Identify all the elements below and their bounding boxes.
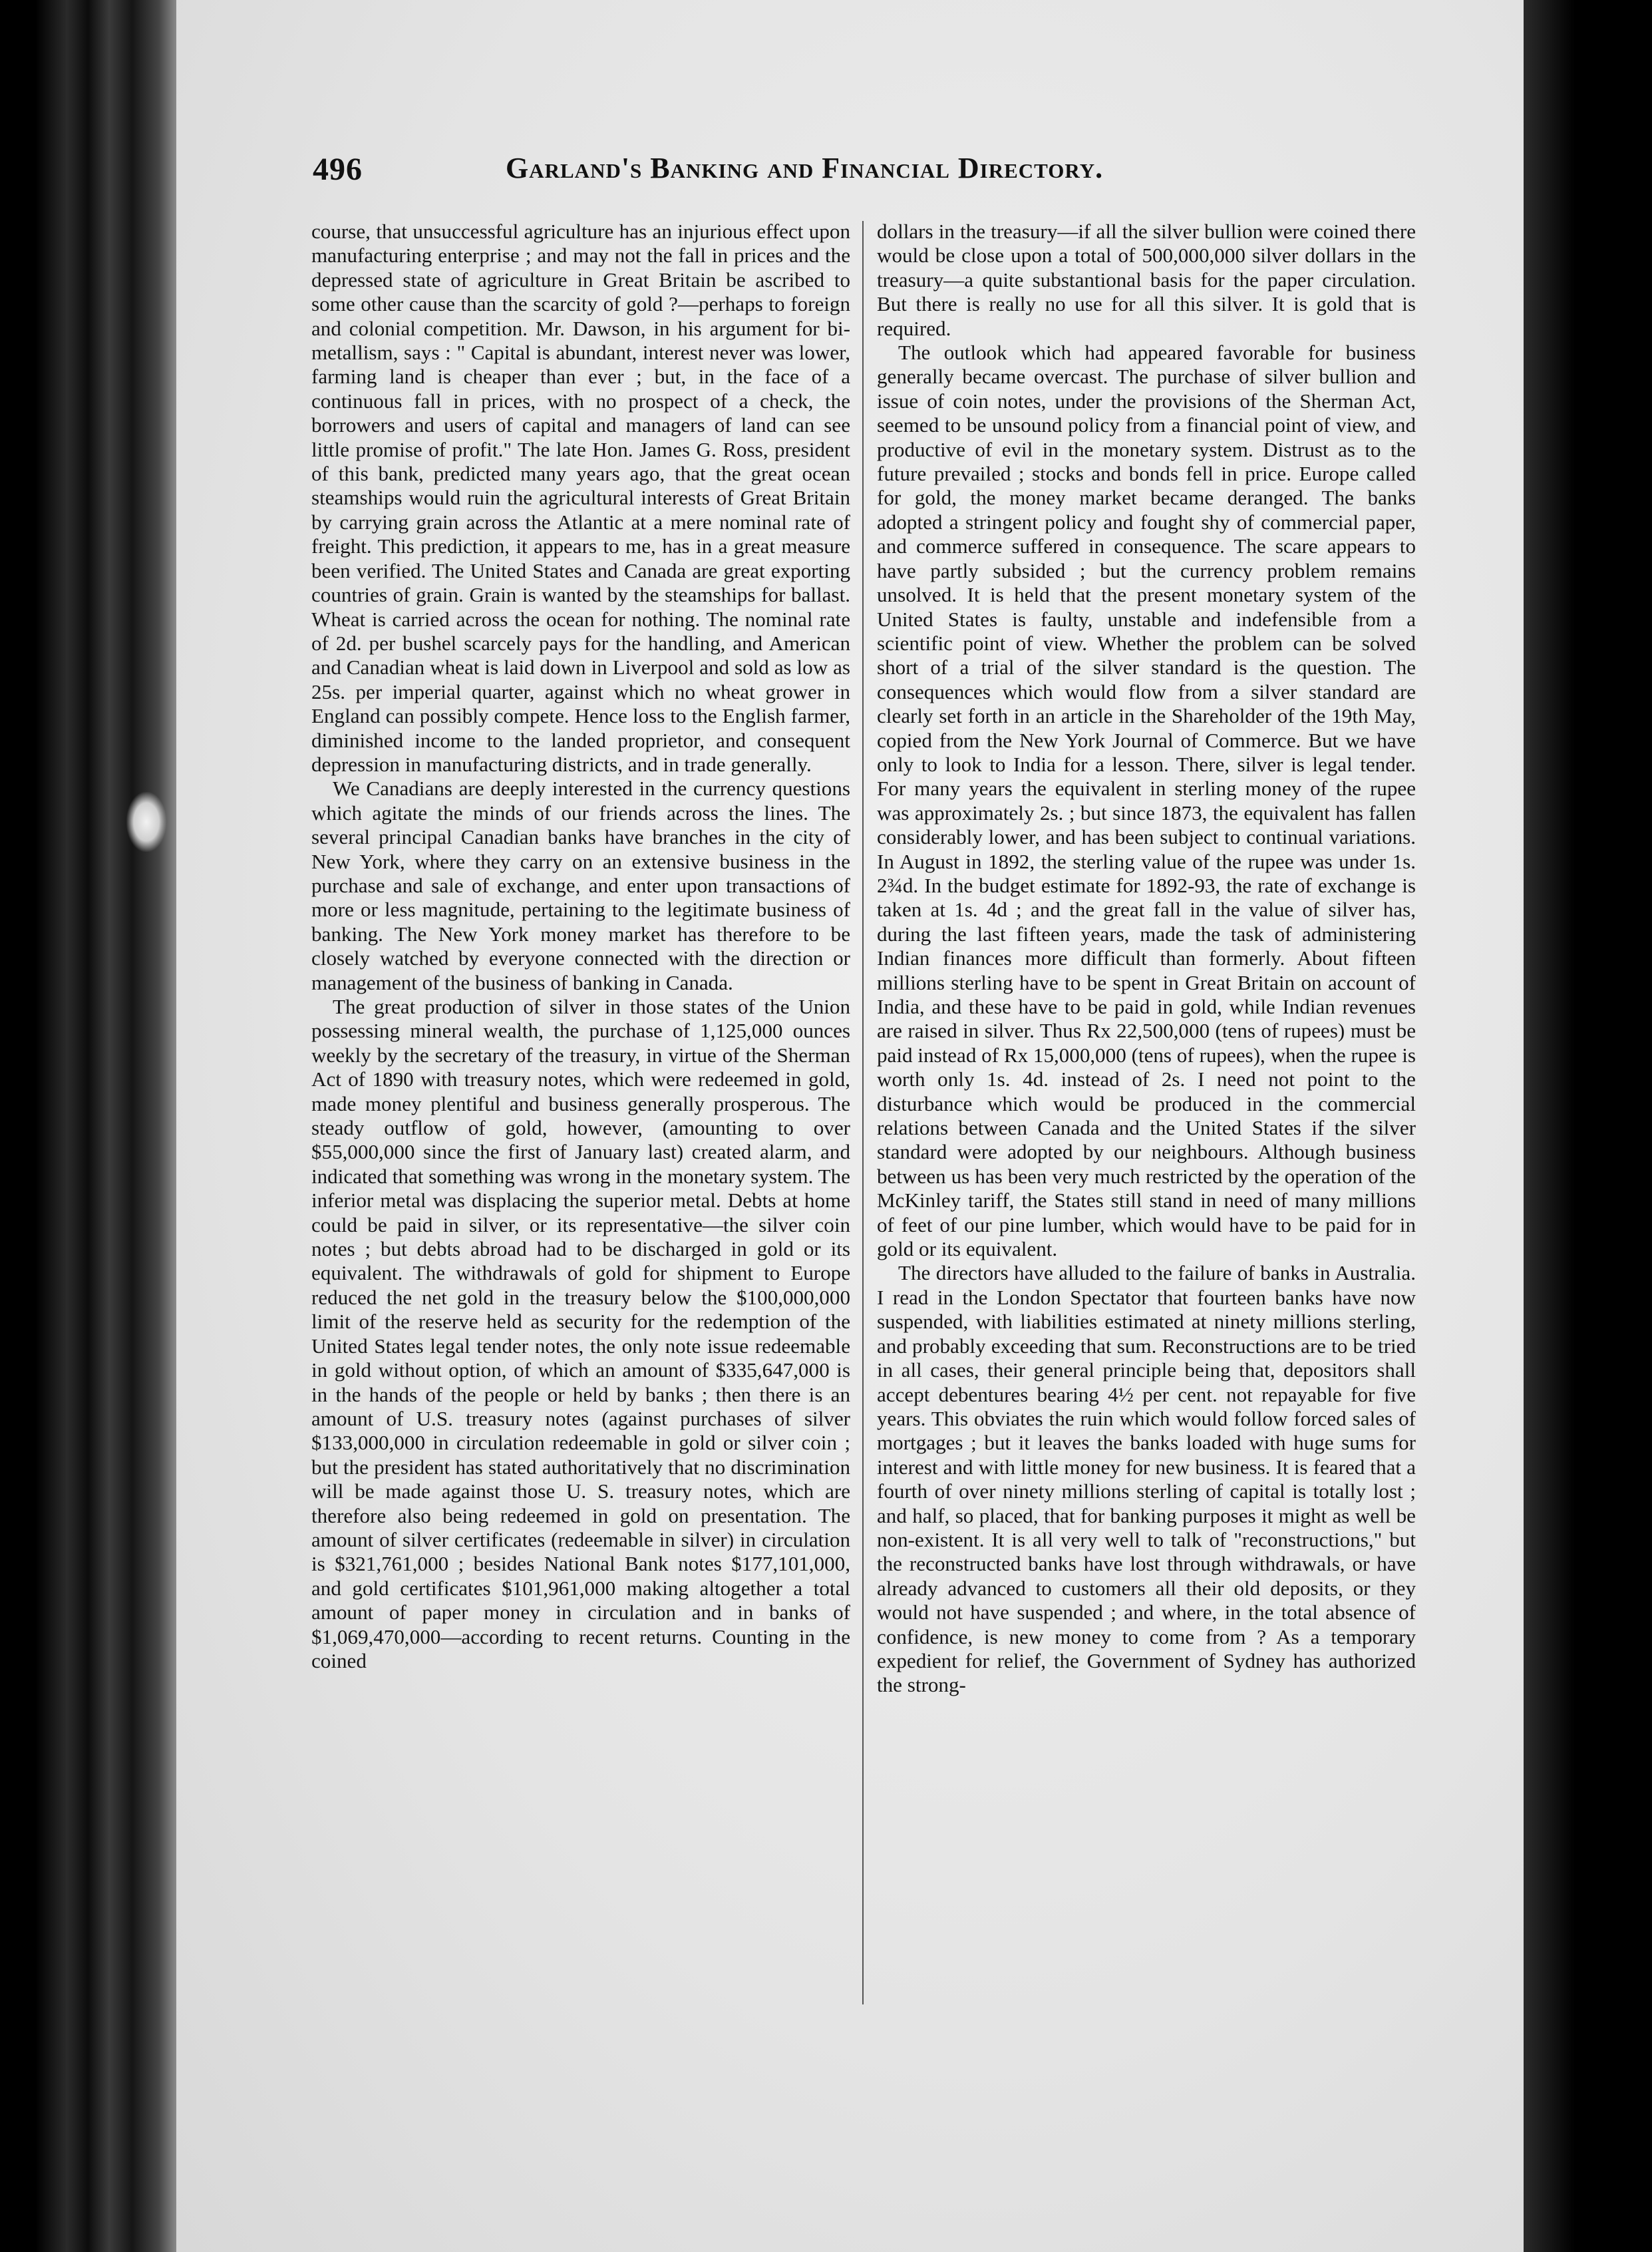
- column-divider: [862, 221, 864, 2004]
- running-head: [313, 143, 1417, 196]
- right-page-edge: [1524, 0, 1652, 2252]
- paragraph: The outlook which had appeared favorable for business generally became overcast. The purchase of silver bullion and issue of coin notes, under the provisions of the Sherman Act, seemed to be unsound policy from a financial point of view, and productive of evil in the monetary system. Distrust as to the future prevailed ; stocks and bonds fell in price. Europe called for gold, the money market became deranged. The banks adopted a stringent policy and fought shy of commercial paper, and commerce suffered in consequence. The scare appears to have partly subsided ; but the currency problem remains unsolved. It is held that the present monetary system of the United States is faulty, unstable and indefensible from a scientific point of view. Whether the problem can be solved short of a trial of the silver standard is the question. The consequences which would flow from a silver standard are clearly set forth in an article in the Shareholder of the 19th May, copied from the New York Journal of Commerce. But we have only to look to India for a lesson. There, silver is legal tender. For many years the equivalent in sterling money of the rupee was approximately 2s. ; but since 1873, the equivalent has fallen considerably lower, and has been subject to continual variations. In August in 1892, the sterling value of the rupee was under 1s. 2¾d. In the budget estimate for 1892-93, the rate of exchange is taken at 1s. 4d ; and the great fall in the value of silver has, during the last fifteen years, made the task of administering Indian finances more difficult than formerly. About fifteen millions sterling have to be spent in Great Britain on account of India, and these have to be paid in gold, while Indian revenues are raised in silver. Thus Rx 22,500,000 (tens of rupees) must be paid instead of Rx 15,000,000 (tens of rupees), when the rupee is worth only 1s. 4d. instead of 2s. I need not point to the disturbance which would be produced in the commercial relations between Canada and the United States if the silver standard were adopted by our neighbours. Although business between us has been very much restricted by the operation of the McKinley tariff, the States still stand in need of many millions of feet of our pine lumber, which would have to be paid for in gold or its equivalent.: [877, 341, 1416, 1261]
- paragraph: course, that unsuccessful agriculture has an injurious effect upon manufacturing enterprise ; and may not the fall in prices and the depressed state of agriculture in Great Britain be ascribed to some other cause than the scarcity of gold ?—perhaps to foreign and colonial competition. Mr. Dawson, in his argument for bi-metallism, says : " Capital is abundant, interest never was lower, farming land is cheaper than ever ; but, in the face of a continuous fall in prices, with no prospect of a check, the borrowers and users of capital and managers of land can see little promise of profit." The late Hon. James G. Ross, president of this bank, predicted many years ago, that the great ocean steamships would ruin the agricultural interests of Great Britain by carrying grain across the Atlantic at a mere nominal rate of freight. This prediction, it appears to me, has in a great measure been verified. The United States and Canada are great exporting countries of grain. Grain is wanted by the steamships for ballast. Wheat is carried across the ocean for nothing. The nominal rate of 2d. per bushel scarcely pays for the handling, and American and Canadian wheat is laid down in Liverpool and sold as low as 25s. per imperial quarter, against which no wheat grower in England can possibly compete. Hence loss to the English farmer, diminished income to the landed proprietor, and consequent depression in manufacturing districts, and in trade generally.: [311, 220, 850, 776]
- page-number: 496: [313, 152, 363, 187]
- book-spine-shadow: [0, 0, 176, 2252]
- paragraph: dollars in the treasury—if all the silver bullion were coined there would be close upon a total of 500,000,000 silver dollars in the treasury—a quite substantional basis for the paper circulation. But there is really no use for all this silver. It is gold that is required.: [877, 220, 1416, 340]
- paragraph: The great production of silver in those states of the Union possessing mineral wealth, the purchase of 1,125,000 ounces weekly by the secretary of the treasury, in virtue of the Sherman Act of 1890 with treasury notes, which were redeemed in gold, made money plentiful and business generally prosperous. The steady outflow of gold, however, (amounting to over $55,000,000 since the first of January last) created alarm, and indicated that something was wrong in the monetary system. The inferior metal was displacing the superior metal. Debts at home could be paid in silver, or its representative—the silver coin notes ; but debts abroad had to be discharged in gold or its equivalent. The withdrawals of gold for shipment to Europe reduced the net gold in the treasury below the $100,000,000 limit of the reserve held as security for the redemption of the United States legal tender notes, the only note issue redeemable in gold without option, of which an amount of $335,647,000 is in the hands of the people or held by banks ; then there is an amount of U.S. treasury notes (against purchases of silver $133,000,000 in circulation redeemable in gold or silver coin ; but the president has stated authoritatively that no discrimination will be made against those U. S. treasury notes, which are therefore also being redeemed in gold on presentation. The amount of silver certificates (redeemable in silver) in circulation is $321,761,000 ; besides National Bank notes $177,101,000, and gold certificates $101,961,000 making altogether a total amount of paper money in circulation and in banks of $1,069,470,000—according to recent returns. Counting in the coined: [311, 995, 850, 1672]
- left-column: [311, 220, 850, 1673]
- page-title: Garland's Banking and Financial Directory.: [506, 152, 1104, 184]
- paragraph: We Canadians are deeply interested in the currency questions which agitate the minds of our friends across the lines. The several principal Canadian banks have branches in the city of New York, where they carry on an extensive business in the purchase and sale of exchange, and enter upon transactions of more or less magnitude, pertaining to the legitimate business of banking. The New York money market has therefore to be closely watched by everyone connected with the direction or management of the business of banking in Canada.: [311, 777, 850, 994]
- paper-damage-spot: [126, 792, 166, 852]
- right-column: [877, 220, 1416, 1698]
- paragraph: The directors have alluded to the failure of banks in Australia. I read in the London Spectator that fourteen banks have now suspended, with liabilities estimated at ninety millions sterling, and probably exceeding that sum. Reconstructions are to be tried in all cases, their general principle being that, depositors shall accept debentures bearing 4½ per cent. not repayable for five years. This obviates the ruin which would follow forced sales of mortgages ; but it leaves the banks loaded with huge sums for interest and with little money for new business. It is feared that a fourth of over ninety millions sterling of capital is totally lost ; and half, so placed, that for banking purposes it might as well be non-existent. It is all very well to talk of "reconstructions," but the reconstructed banks have lost through withdrawals, or have already advanced to customers all their old deposits, or they would not have suspended ; and where, in the total absence of confidence, is new money to come from ? As a temporary expedient for relief, the Government of Sydney has authorized the strong-: [877, 1261, 1416, 1697]
